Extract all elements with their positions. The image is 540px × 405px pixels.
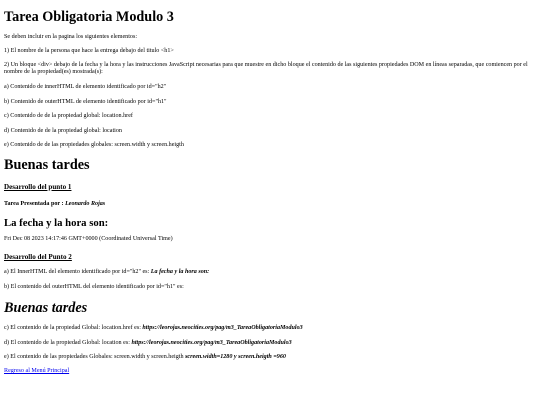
intro-text: Se deben incluir en la pagina los siguientes elementos: — [4, 34, 138, 40]
presented-by — [4, 201, 538, 208]
result-e-value: screen.width=1280 y screen.heigth =960 — [185, 354, 286, 360]
item-d: d) Contenido de de la propiedad global: location — [4, 128, 122, 134]
section-2-title: Desarrollo del Punto 2 — [4, 253, 72, 261]
datetime-value: Fri Dec 08 2023 14:17:46 GMT+0000 (Coordinated Universal Time) — [4, 236, 173, 242]
result-a-value: La fecha y la hora son: — [150, 269, 210, 275]
result-c-label: c) El contenido de la propiedad Global: location.href es: — [4, 325, 143, 331]
result-a — [4, 269, 538, 276]
result-d-value: https://leorojas.neocities.org/pag/m3_TareaObligatoriaModulo3 — [131, 340, 292, 346]
requirement-1: 1) El nombre de la persona que hace la entrega debajo del titulo <h1> — [4, 48, 174, 54]
result-e — [4, 354, 538, 361]
item-e: e) Contenido de de las propiedades globales: screen.width y screen.heigth — [4, 142, 184, 148]
result-b: b) El contenido del outerHTML del elemento identificado por id="h1" es: — [4, 284, 184, 290]
item-a: a) Contenido de innerHTML de elemento identificado por id="h2" — [4, 84, 167, 90]
section-1-title: Desarrollo del punto 1 — [4, 183, 72, 191]
item-c: c) Contenido de de la propiedad global: location.href — [4, 113, 133, 119]
result-d — [4, 340, 538, 347]
greeting-heading: Buenas tardes — [4, 157, 90, 173]
back-to-menu-link[interactable]: Regreso al Menú Principal — [4, 368, 70, 374]
requirement-2: 2) Un bloque <div> debajo de la fecha y la hora y las instrucciones JavaScript necesarias para que muestre en dicho bloque el contenido de las siguientes propiedades DOM en líneas separadas, que comiencen por el nombre de la propiedad(es) mostrada(s): — [4, 62, 528, 76]
page-title: Tarea Obligatoria Modulo 3 — [4, 9, 174, 25]
presented-by-name: Leonardo Rojas — [65, 201, 106, 207]
item-b: b) Contenido de outerHTML de elemento identificado por id="h1" — [4, 99, 167, 105]
presented-by-label: Tarea Presentada por : — [4, 201, 66, 207]
result-d-label: d) El contenido de la propiedad Global: location es: — [4, 340, 132, 346]
greeting-italic-heading: Buenas tardes — [4, 300, 88, 316]
result-c — [4, 325, 538, 332]
result-a-label: a) El InnerHTML del elemento identificado por id="h2" es: — [4, 269, 151, 275]
datetime-heading: La fecha y la hora son: — [4, 217, 109, 229]
result-e-label: e) El contenido de las propiedades Globales: screen.width y screen.heigth — [4, 354, 186, 360]
result-c-value: https://leorojas.neocities.org/pag/m3_TareaObligatoriaModulo3 — [142, 325, 303, 331]
